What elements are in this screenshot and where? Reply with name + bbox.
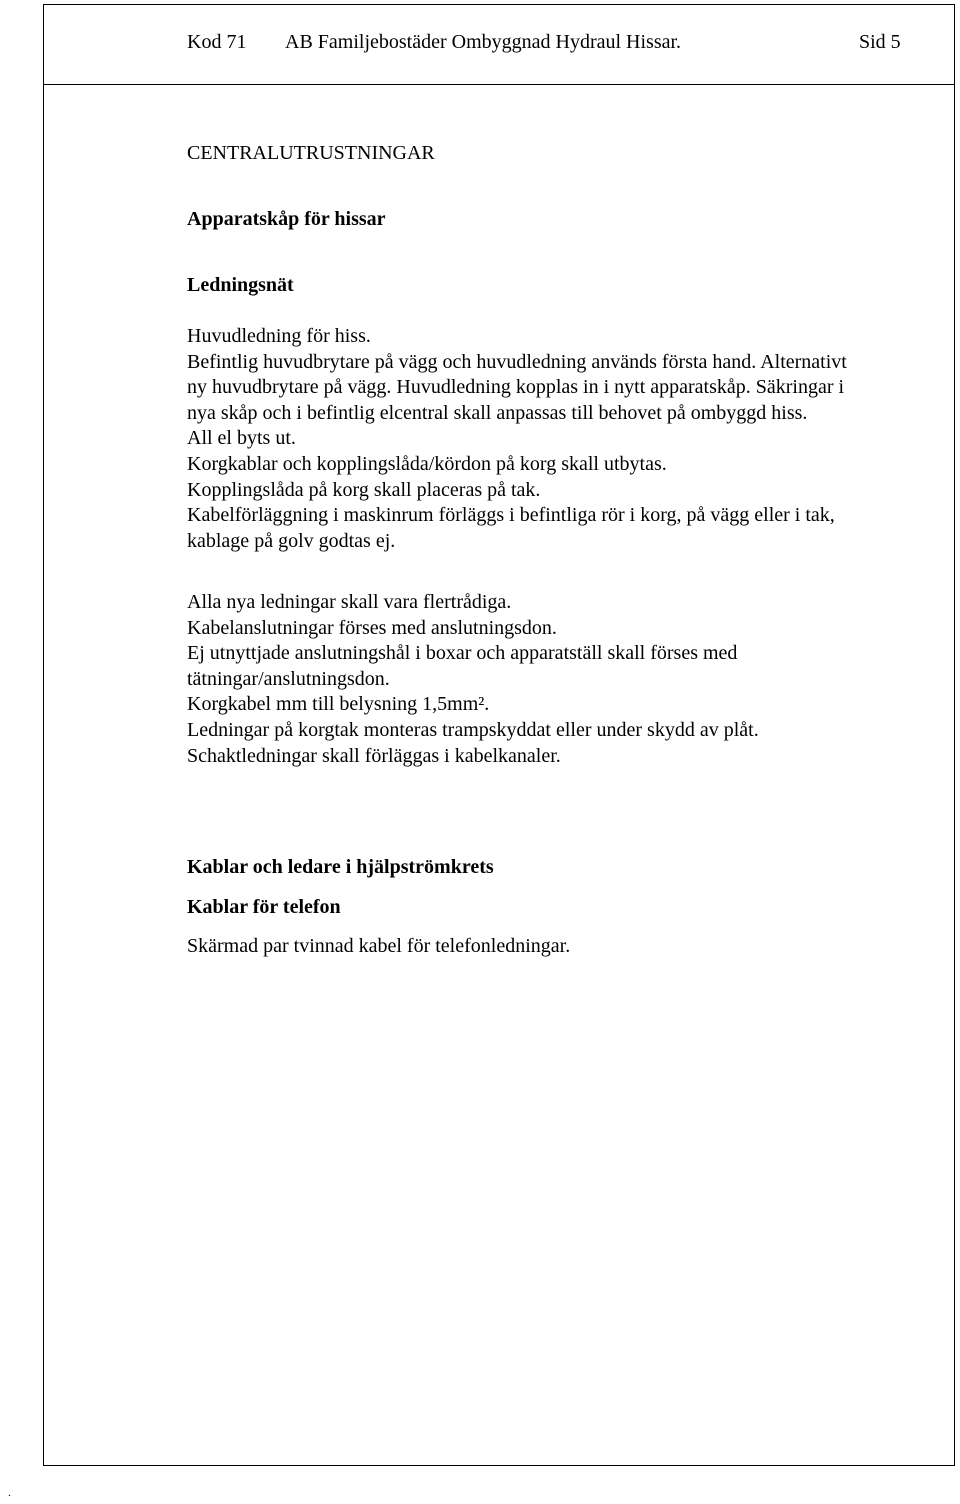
body-line: Kabelanslutningar förses med anslutningsdon. [187, 616, 557, 639]
body-line: Korgkabel mm till belysning 1,5mm². [187, 693, 490, 716]
body-line: Huvudledning för hiss. [187, 325, 371, 347]
header-code: Kod 71 [187, 31, 247, 53]
body-line: Kabelförläggning i maskinrum förläggs i befintliga rör i korg, på vägg eller i tak, [187, 504, 835, 527]
body-line: Ledningar på korgtak monteras trampskyddat eller under skydd av plåt. [187, 718, 759, 741]
body-line: ny huvudbrytare på vägg. Huvudledning kopplas in i nytt apparatskåp. Säkringar i [187, 376, 845, 399]
section2-subheading: Kablar för telefon [187, 896, 341, 918]
section-title: CENTRALUTRUSTNINGAR [187, 142, 435, 164]
header-page-number: Sid 5 [859, 31, 901, 53]
body-line: Ej utnyttjade anslutningshål i boxar och apparatställ skall förses med [187, 642, 738, 665]
body-line: Alla nya ledningar skall vara flertrådiga. [187, 591, 512, 613]
header-title: AB Familjebostäder Ombyggnad Hydraul Hissar. [285, 31, 682, 53]
body-line: Befintlig huvudbrytare på vägg och huvudledning används första hand. Alternativt [187, 350, 847, 373]
section-heading-ledningsnat: Ledningsnät [187, 274, 294, 296]
body-line: kablage på golv godtas ej. [187, 529, 396, 552]
body-paragraph-1 [187, 324, 947, 554]
section-subtitle: Apparatskåp för hissar [187, 208, 386, 230]
section2-text: Skärmad par tvinnad kabel för telefonledningar. [187, 935, 571, 957]
body-line: Kopplingslåda på korg skall placeras på tak. [187, 478, 541, 501]
body-line: Korgkablar och kopplingslåda/kördon på korg skall utbytas. [187, 452, 667, 475]
section2-heading: Kablar och ledare i hjälpströmkrets [187, 856, 494, 878]
body-line: nya skåp och i befintlig elcentral skall anpassas till behovet på ombyggd hiss. [187, 401, 808, 424]
body-line: All el byts ut. [187, 427, 296, 450]
body-paragraph-2 [187, 590, 947, 769]
body-line: Schaktledningar skall förläggas i kabelkanaler. [187, 744, 561, 767]
body-line: tätningar/anslutningsdon. [187, 667, 390, 690]
footer-mark: . [8, 1485, 11, 1499]
